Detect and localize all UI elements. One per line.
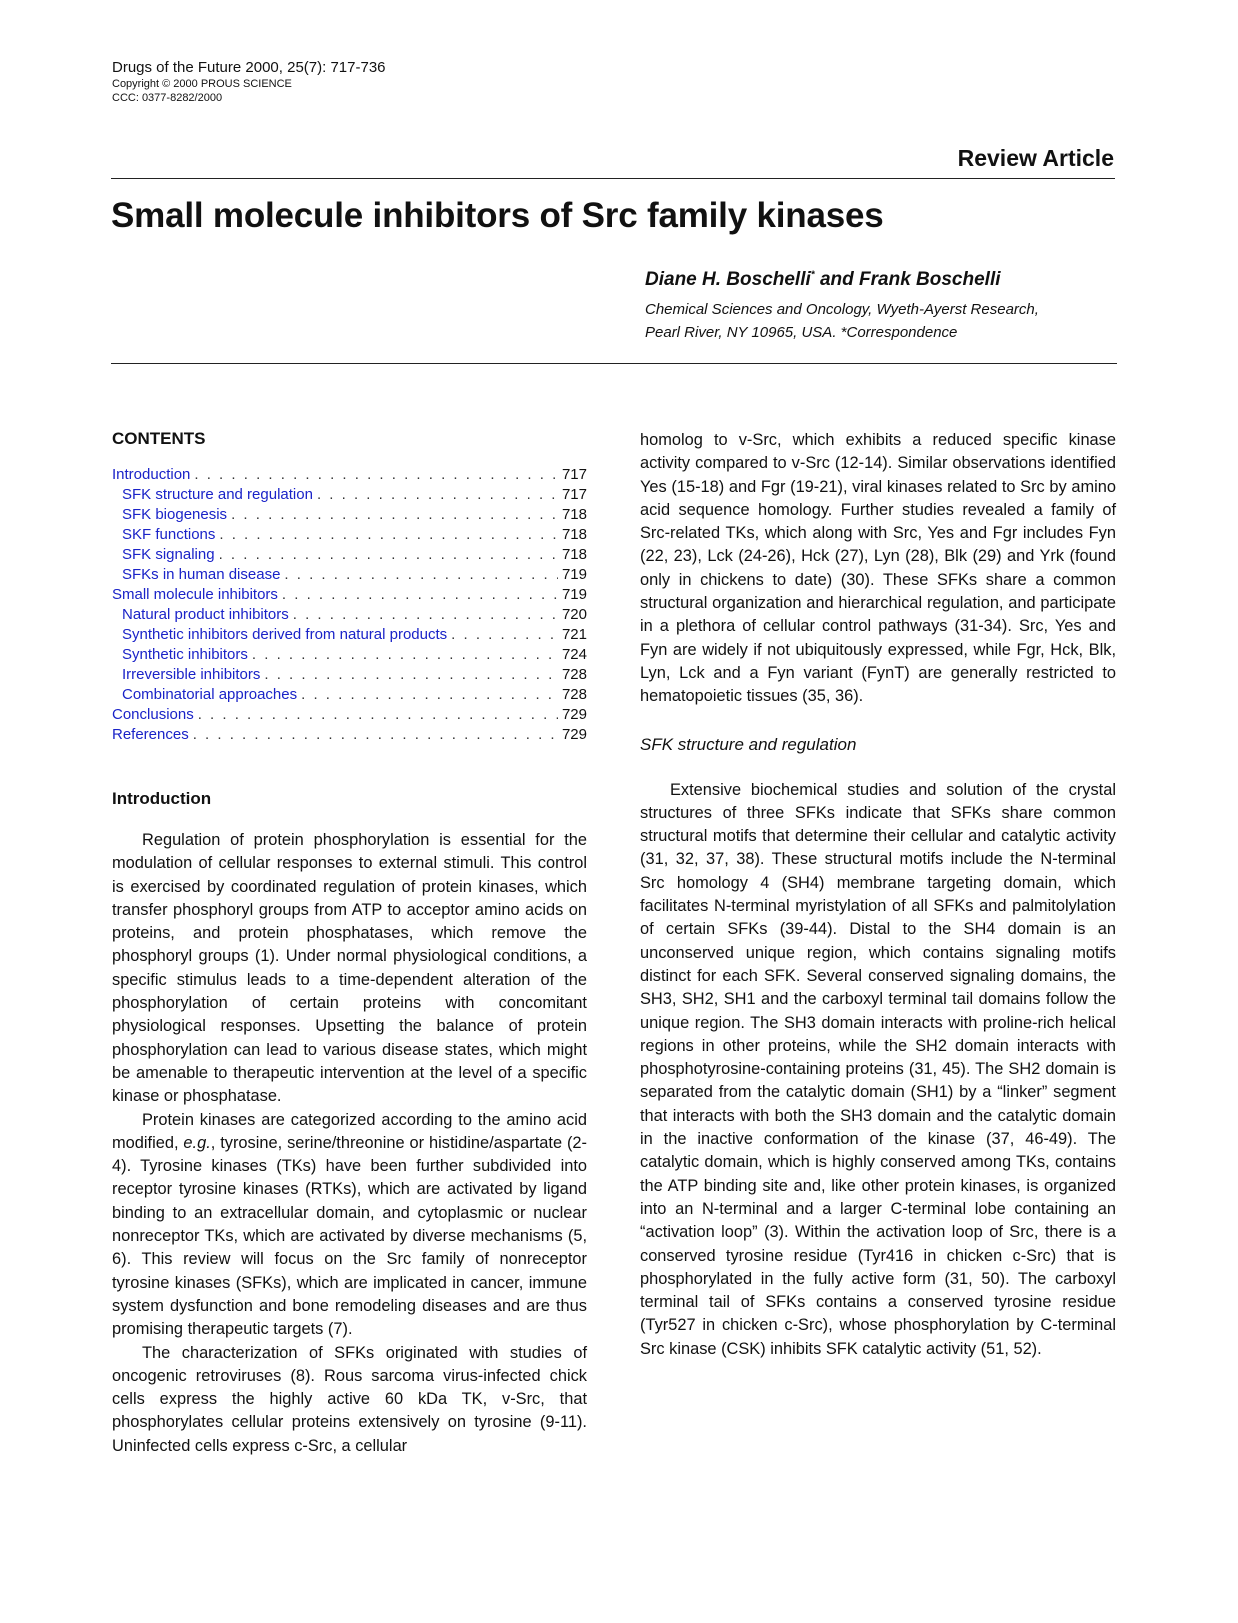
affiliation-line-1: Chemical Sciences and Oncology, Wyeth-Ayerst Research, bbox=[645, 301, 1039, 318]
toc-item-sfk-signaling[interactable]: SFK signaling . . . 718 bbox=[112, 545, 587, 565]
intro-paragraph-2: Protein kinases are categorized according to the amino acid modified, e.g., tyrosine, serine/threonine or histidine/aspartate (2-4). Tyrosine kinases (TKs) have been further subdivided into receptor tyrosine kinases (RTKs), which are activated by ligand binding to an extracellular domain, and cytoplasmic or nuclear nonreceptor TKs, which are activated by diverse mechanisms (5, 6). This review will focus on the Src family of nonreceptor tyrosine kinases (SFKs), which are implicated in cancer, immune system dysfunction and bone remodeling diseases and are thus promising therapeutic targets (7). bbox=[112, 1110, 587, 1339]
toc-item-sfk-biogenesis[interactable]: SFK biogenesis . . . 718 bbox=[112, 505, 587, 525]
correspondence-marker: * bbox=[810, 269, 815, 281]
contents-heading: CONTENTS bbox=[112, 429, 206, 448]
journal-citation: Drugs of the Future 2000, 25(7): 717-736 bbox=[112, 59, 386, 76]
toc-item-synthetic-derived[interactable]: Synthetic inhibitors derived from natural products . . . 721 bbox=[112, 625, 587, 645]
table-of-contents bbox=[112, 465, 587, 745]
toc-item-introduction[interactable]: Introduction . . . 717 bbox=[112, 465, 587, 485]
toc-item-sfks-human-disease[interactable]: SFKs in human disease . . . 719 bbox=[112, 565, 587, 585]
toc-item-small-molecule-inhibitors[interactable]: Small molecule inhibitors . . . 719 bbox=[112, 585, 587, 605]
toc-item-combinatorial-approaches[interactable]: Combinatorial approaches . . . 728 bbox=[112, 685, 587, 705]
authors bbox=[645, 269, 1001, 291]
sfk-structure-heading: SFK structure and regulation bbox=[640, 734, 857, 754]
toc-item-sfk-structure[interactable]: SFK structure and regulation . . . 717 bbox=[112, 485, 587, 505]
introduction-heading: Introduction bbox=[112, 789, 212, 808]
ccc-line: CCC: 0377-8282/2000 bbox=[112, 92, 223, 104]
affiliation bbox=[645, 298, 1039, 344]
intro-paragraph-1: Regulation of protein phosphorylation is essential for the modulation of cellular responses to external stimuli. This control is exercised by coordinated regulation of protein kinases, which transfer phosphoryl groups from ATP to acceptor amino acids on proteins, and protein phosphatases, which remove the phosphoryl groups (1). Under normal physiological conditions, a specific stimulus leads to a time-dependent alteration of the phosphorylation of certain proteins with concomitant physiological responses. Upsetting the balance of protein phosphorylation can lead to various disease states, which might be amenable to therapeutic intervention at the level of a specific kinase or phosphatase. bbox=[112, 831, 587, 1106]
intro-paragraph-3: The characterization of SFKs originated with studies of oncogenic retroviruses (8). Rous sarcoma virus-infected chick cells express the highly active 60 kDa TK, v-Src, that phosphorylates cellular proteins extensively on tyrosine (9-11). Uninfected cells express c-Src, a cellular bbox=[112, 1343, 587, 1455]
author-2: and Frank Boschelli bbox=[814, 269, 1001, 290]
toc-item-conclusions[interactable]: Conclusions . . . 729 bbox=[112, 705, 587, 725]
author-1: Diane H. Boschelli bbox=[645, 269, 811, 290]
copyright-line: Copyright © 2000 PROUS SCIENCE bbox=[112, 78, 292, 90]
affiliation-line-2: Pearl River, NY 10965, USA. *Correspondence bbox=[645, 324, 958, 341]
toc-item-synthetic-inhibitors[interactable]: Synthetic inhibitors . . . 724 bbox=[112, 645, 587, 665]
article-title: Small molecule inhibitors of Src family kinases bbox=[111, 196, 884, 235]
right-column bbox=[640, 429, 1116, 1361]
toc-item-natural-product-inhibitors[interactable]: Natural product inhibitors . . . 720 bbox=[112, 605, 587, 625]
toc-item-skf-functions[interactable]: SKF functions . . . 718 bbox=[112, 525, 587, 545]
title-rule bbox=[111, 363, 1117, 364]
left-column bbox=[112, 429, 587, 1458]
toc-item-references[interactable]: References . . . 729 bbox=[112, 725, 587, 745]
header-rule bbox=[111, 178, 1115, 179]
sfk-structure-paragraph: Extensive biochemical studies and solution of the crystal structures of three SFKs indicate that SFKs share common structural motifs that determine their cellular and catalytic activity (31, 32, 37, 38). These structural motifs include the N-terminal Src homology 4 (SH4) membrane targeting domain, which facilitates N-terminal myristylation of all SFKs and palmitolylation of certain SFKs (39-44). Distal to the SH4 domain is an unconserved unique region, which contains signaling motifs distinct for each SFK. Several conserved signaling domains, the SH3, SH2, SH1 and the carboxyl terminal tail domains follow the unique region. The SH3 domain interacts with proline-rich helical regions in other proteins, while the SH2 domain interacts with phosphotyrosine-containing proteins (31, 45). The SH2 domain is separated from the catalytic domain (SH1) by a “linker” segment that interacts with both the SH3 domain and the catalytic domain in the inactive conformation of the kinase (37, 46-49). The catalytic domain, which is highly conserved among TKs, contains the ATP binding site and, like other protein kinases, is organized into an N-terminal and a larger C-terminal lobe containing an “activation loop” (3). Within the activation loop of Src, there is a conserved tyrosine residue (Tyr416 in chicken c-Src) that is phosphorylated in the fully active form (31, 50). The carboxyl terminal tail of SFKs contains a conserved tyrosine residue (Tyr527 in chicken c-Src), whose phosphorylation by C-terminal Src kinase (CSK) inhibits SFK catalytic activity (51, 52). bbox=[640, 780, 1116, 1358]
toc-item-irreversible-inhibitors[interactable]: Irreversible inhibitors . . . 728 bbox=[112, 665, 587, 685]
journal-header bbox=[112, 58, 386, 105]
article-type: Review Article bbox=[957, 145, 1114, 171]
intro-paragraph-3-continued: homolog to v-Src, which exhibits a reduced specific kinase activity compared to v-Src (12-14). Similar observations identified Yes (15-18) and Fgr (19-21), viral kinases related to Src by amino acid sequence homology. Further studies revealed a family of Src-related TKs, which along with Src, Yes and Fgr includes Fyn (22, 23), Lck (24-26), Hck (27), Lyn (28), Blk (29) and Yrk (found only in chickens to date) (30). These SFKs share a common structural organization and hierarchical regulation, and participate in a plethora of cellular control pathways (31-34). Src, Yes and Fyn are widely if not ubiquitously expressed, while Fgr, Hck, Blk, Lyn, Lck and a Fyn variant (FynT) are generally restricted to hematopoietic tissues (35, 36). bbox=[640, 431, 1116, 706]
